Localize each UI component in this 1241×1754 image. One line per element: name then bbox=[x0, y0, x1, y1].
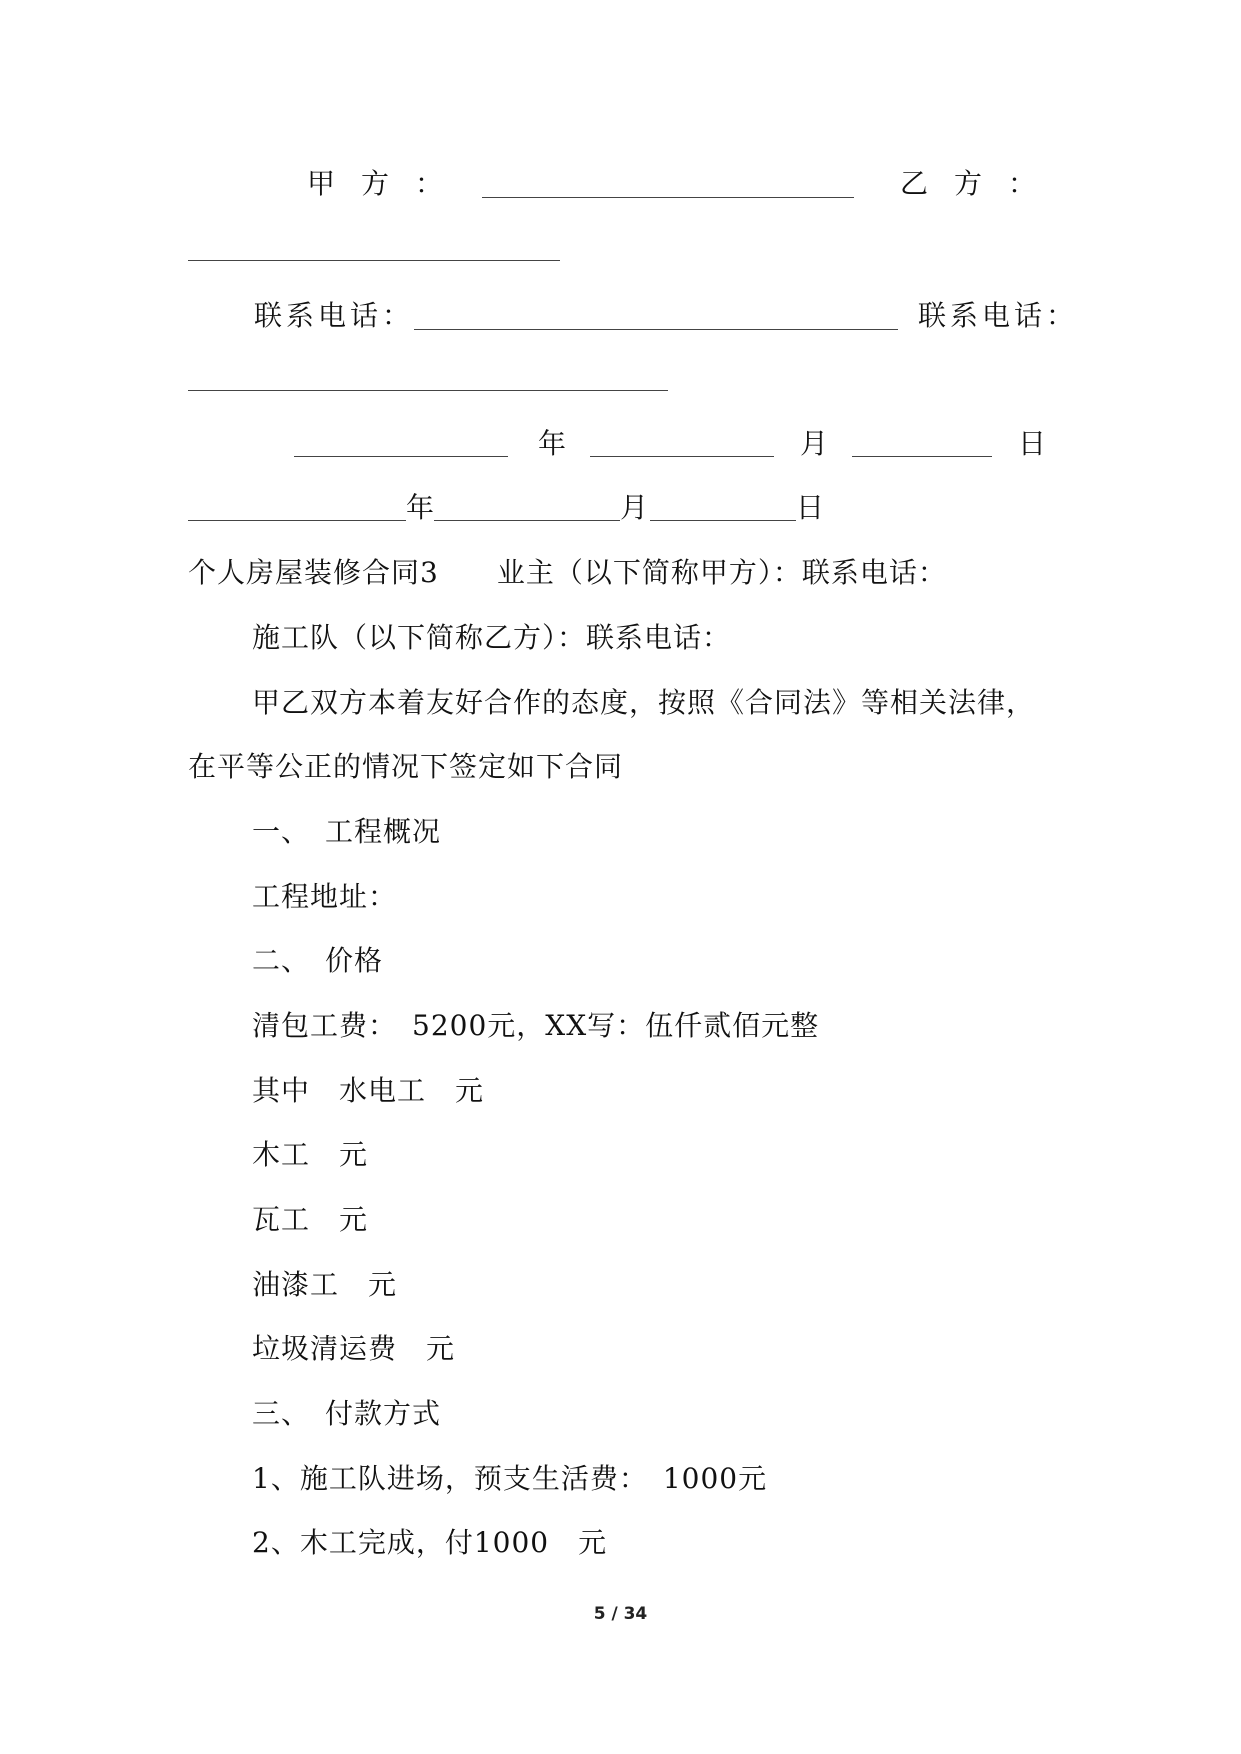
phone-a-blank bbox=[414, 329, 898, 330]
party-a-blank bbox=[482, 197, 854, 198]
section-1-address: 工程地址： bbox=[252, 880, 398, 913]
date1-day-label: 日 bbox=[1018, 427, 1047, 460]
date2-year-label: 年 bbox=[406, 491, 435, 524]
intro-line-2: 在平等公正的情况下签定如下合同 bbox=[188, 750, 624, 783]
section-3-item-1: 1、施工队进场，预支生活费： 1000元 bbox=[252, 1462, 768, 1495]
phone-b-blank bbox=[188, 390, 668, 391]
section-2-title: 二、 价格 bbox=[252, 944, 384, 977]
section-1-title: 一、 工程概况 bbox=[252, 815, 442, 848]
section-2-item-5: 垃圾清运费 元 bbox=[252, 1332, 456, 1365]
date1-day-blank bbox=[852, 456, 992, 457]
section-2-item-1: 其中 水电工 元 bbox=[252, 1074, 485, 1107]
date1-month-label: 月 bbox=[800, 427, 829, 460]
party-b-blank bbox=[188, 260, 560, 261]
section-2-item-2: 木工 元 bbox=[252, 1138, 369, 1171]
contractor-line: 施工队（以下简称乙方）：联系电话： bbox=[252, 621, 732, 654]
phone-a-label: 联系电话： bbox=[254, 299, 415, 332]
date1-year-label: 年 bbox=[538, 427, 567, 460]
page-number: 5 / 34 bbox=[593, 1604, 648, 1624]
phone-b-label: 联系电话： bbox=[918, 299, 1079, 332]
date2-month-label: 月 bbox=[620, 491, 649, 524]
party-b-label: 乙方： bbox=[900, 167, 1063, 200]
date2-day-label: 日 bbox=[796, 491, 825, 524]
date2-day-blank bbox=[650, 520, 796, 521]
date2-month-blank bbox=[434, 520, 620, 521]
contract-heading-line: 个人房屋装修合同3 业主（以下简称甲方）：联系电话： bbox=[188, 556, 947, 589]
date1-year-blank bbox=[294, 456, 508, 457]
section-2-item-3: 瓦工 元 bbox=[252, 1203, 369, 1236]
section-2-total: 清包工费： 5200元，XX写：伍仟贰佰元整 bbox=[252, 1009, 820, 1042]
date1-month-blank bbox=[590, 456, 774, 457]
date2-year-blank bbox=[188, 520, 406, 521]
section-3-item-2: 2、木工完成，付1000 元 bbox=[252, 1526, 608, 1559]
intro-line-1: 甲乙双方本着友好合作的态度，按照《合同法》等相关法律， bbox=[252, 686, 1036, 719]
party-a-label: 甲方： bbox=[307, 167, 470, 200]
section-2-item-4: 油漆工 元 bbox=[252, 1268, 398, 1301]
section-3-title: 三、 付款方式 bbox=[252, 1397, 442, 1430]
